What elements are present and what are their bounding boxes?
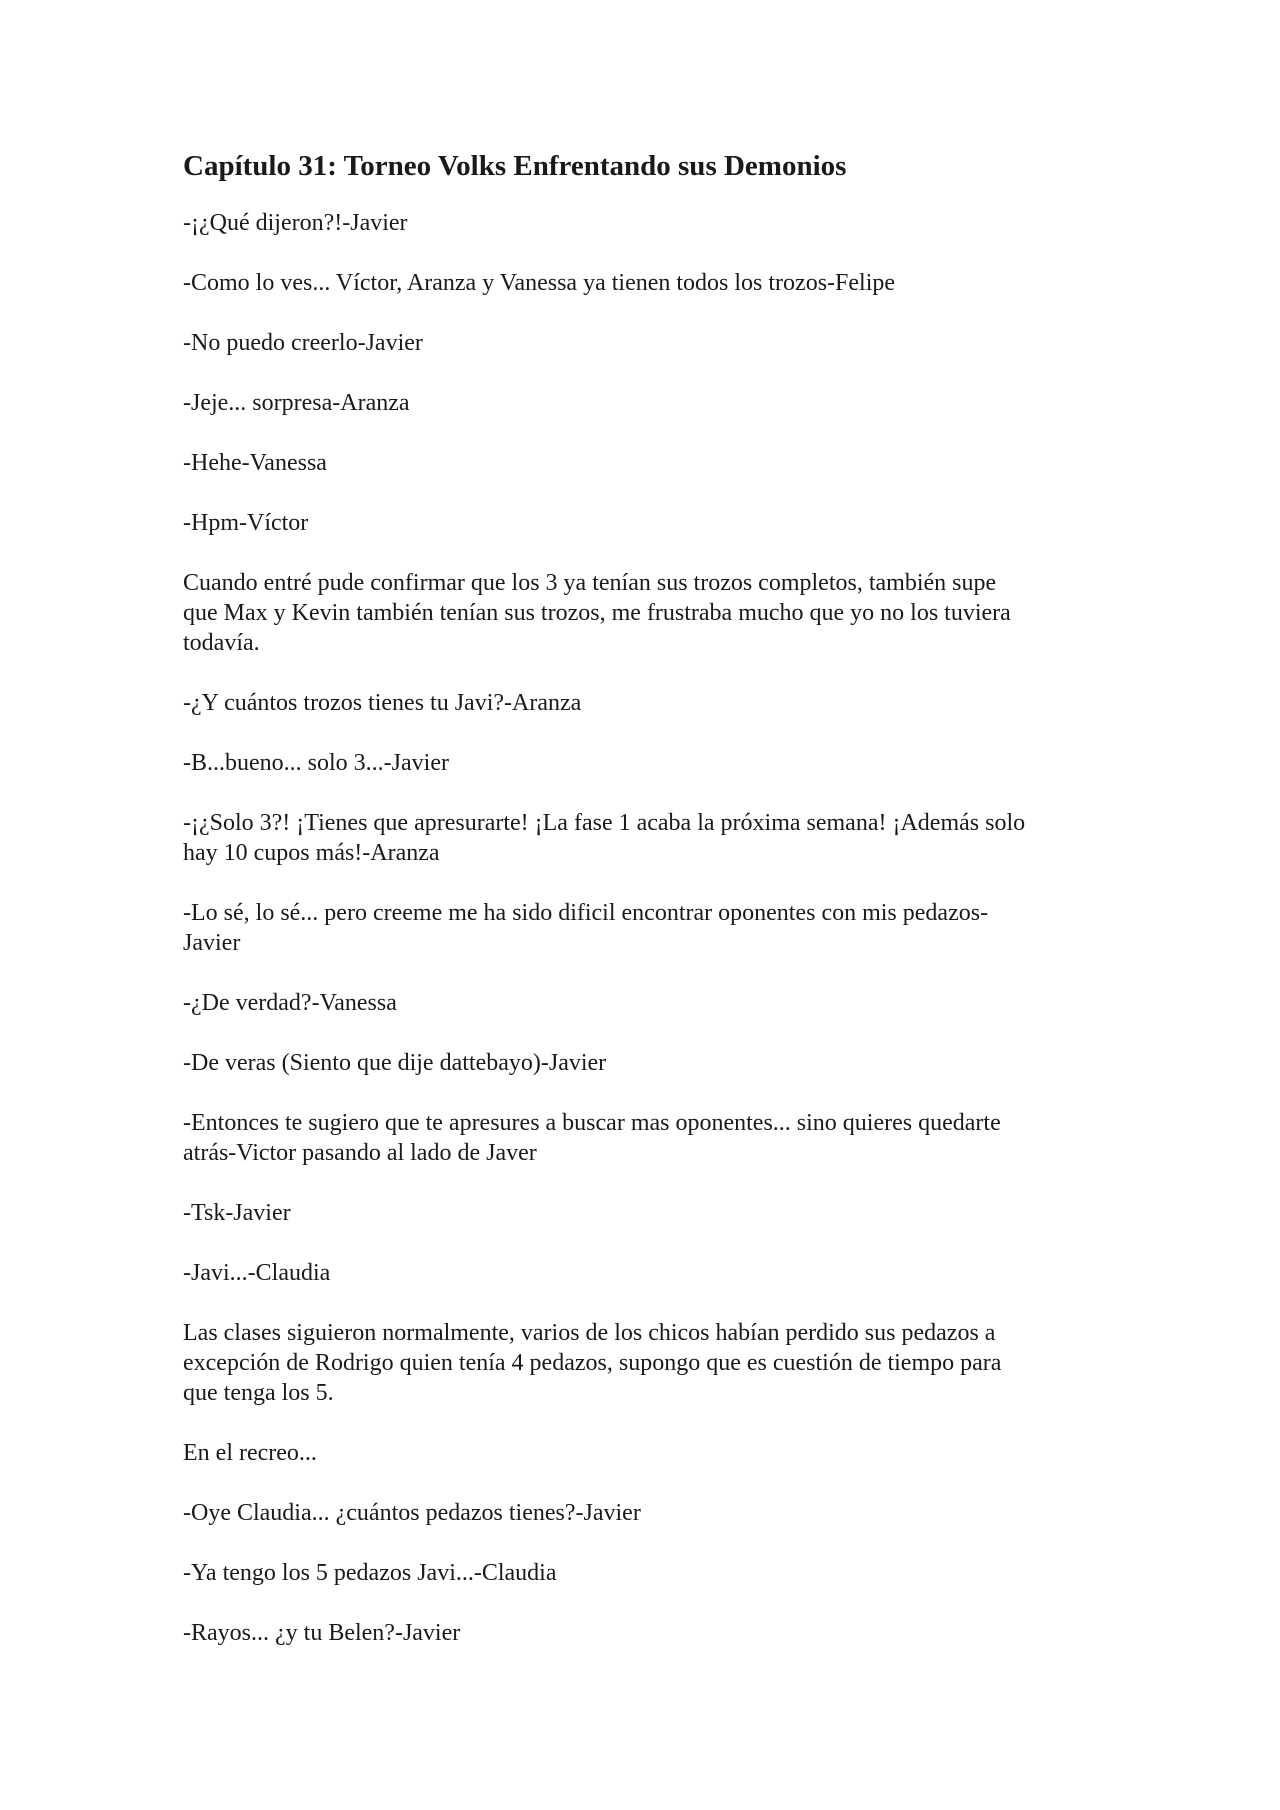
text-line: -No puedo creerlo-Javier [183,330,423,356]
text-line: -De veras (Siento que dije dattebayo)-Javier [183,1050,607,1076]
text-line: -¿Y cuántos trozos tienes tu Javi?-Aranza [183,690,582,716]
text-line: -Entonces te sugiero que te apresures a buscar mas oponentes... sino quieres quedarte [183,1110,1001,1136]
text-line: -Como lo ves... Víctor, Aranza y Vanessa ya tienen todos los trozos-Felipe [183,270,896,296]
paragraph [183,328,1103,358]
paragraph [183,1618,1103,1648]
text-line: -Ya tengo los 5 pedazos Javi...-Claudia [183,1560,557,1586]
paragraph [183,1318,1103,1408]
text-line: hay 10 cupos más!-Aranza [183,840,440,866]
document-body [183,208,1103,1648]
paragraph [183,898,1103,958]
text-line: -Javi...-Claudia [183,1260,331,1286]
paragraph [183,388,1103,418]
paragraph [183,748,1103,778]
paragraph [183,1048,1103,1078]
paragraph [183,1558,1103,1588]
paragraph [183,808,1103,868]
text-line: Cuando entré pude confirmar que los 3 ya tenían sus trozos completos, también supe [183,570,997,596]
paragraph [183,1438,1103,1468]
text-line: que tenga los 5. [183,1380,334,1406]
text-line: -Lo sé, lo sé... pero creeme me ha sido dificil encontrar oponentes con mis pedazos- [183,900,989,926]
paragraph [183,1258,1103,1288]
text-line: -¡¿Qué dijeron?!-Javier [183,210,408,236]
paragraph [183,448,1103,478]
text-line: En el recreo... [183,1440,317,1466]
text-line: todavía. [183,630,260,656]
paragraph [183,688,1103,718]
text-line: Las clases siguieron normalmente, varios de los chicos habían perdido sus pedazos a [183,1320,996,1346]
paragraph [183,1498,1103,1528]
text-line: -¡¿Solo 3?! ¡Tienes que apresurarte! ¡La fase 1 acaba la próxima semana! ¡Además solo [183,810,1026,836]
text-line: -Hehe-Vanessa [183,450,327,476]
text-line: -Tsk-Javier [183,1200,291,1226]
paragraph [183,208,1103,238]
paragraph [183,1108,1103,1168]
paragraph [183,568,1103,658]
document-page [183,148,1103,1678]
text-line: Javier [183,930,241,956]
paragraph [183,268,1103,298]
text-line: que Max y Kevin también tenían sus trozos, me frustraba mucho que yo no los tuviera [183,600,1011,626]
text-line: -Hpm-Víctor [183,510,309,536]
chapter-title: Capítulo 31: Torneo Volks Enfrentando sus Demonios [183,150,847,182]
paragraph [183,1198,1103,1228]
text-line: -¿De verdad?-Vanessa [183,990,397,1016]
text-line: -Rayos... ¿y tu Belen?-Javier [183,1620,461,1646]
text-line: -Oye Claudia... ¿cuántos pedazos tienes?-Javier [183,1500,641,1526]
text-line: atrás-Victor pasando al lado de Javer [183,1140,537,1166]
paragraph [183,988,1103,1018]
text-line: excepción de Rodrigo quien tenía 4 pedazos, supongo que es cuestión de tiempo para [183,1350,1002,1376]
paragraph [183,508,1103,538]
text-line: -B...bueno... solo 3...-Javier [183,750,449,776]
text-line: -Jeje... sorpresa-Aranza [183,390,410,416]
